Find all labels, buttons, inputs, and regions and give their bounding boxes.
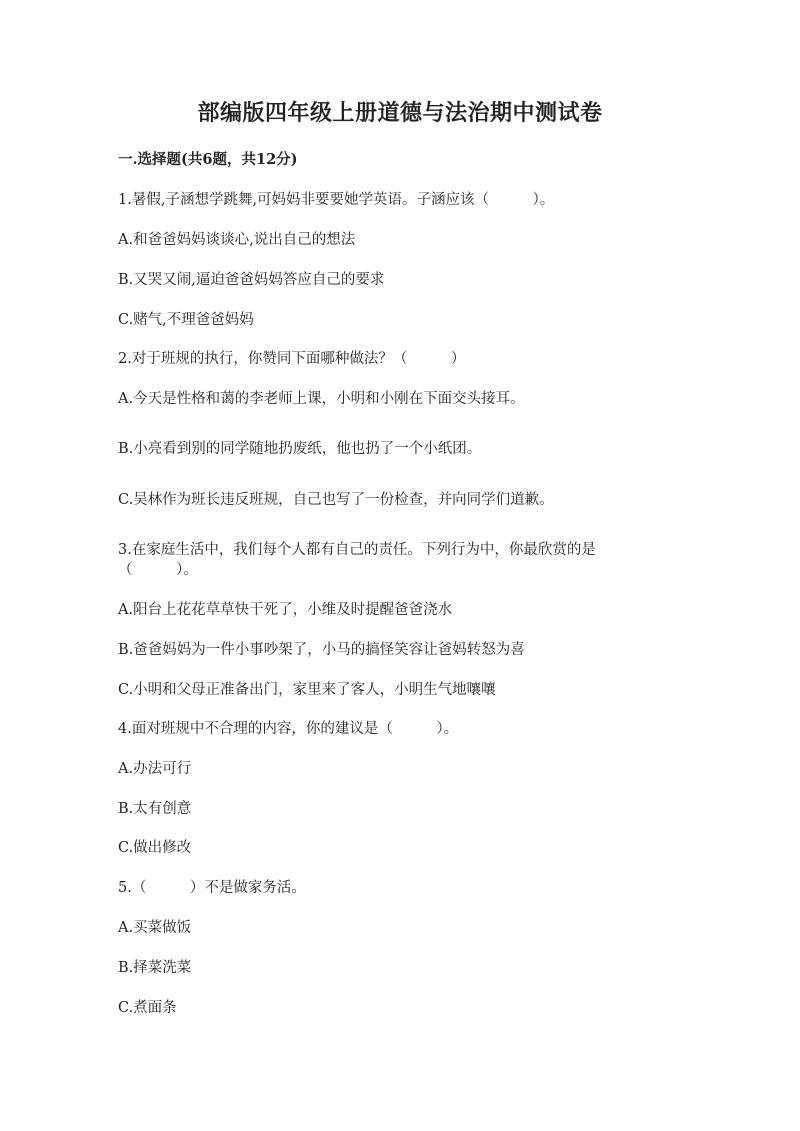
- question-4-option-a[interactable]: A.办法可行: [118, 761, 192, 777]
- question-2-stem: 2.对于班规的执行，你赞同下面哪种做法？（ ）: [118, 351, 466, 367]
- question-4-option-b[interactable]: B.太有创意: [118, 801, 192, 817]
- question-5-option-b[interactable]: B.择菜洗菜: [118, 960, 192, 976]
- question-3-option-c[interactable]: C.小明和父母正准备出门，家里来了客人，小明生气地嚷嚷: [118, 682, 496, 698]
- question-2-option-a[interactable]: A.今天是性格和蔼的李老师上课，小明和小刚在下面交头接耳。: [118, 391, 525, 407]
- question-5-option-a[interactable]: A.买菜做饭: [118, 920, 192, 936]
- question-3-stem: 3.在家庭生活中，我们每个人都有自己的责任。下列行为中，你最欣赏的是: [118, 542, 596, 558]
- question-4-option-c[interactable]: C.做出修改: [118, 840, 192, 856]
- question-1-option-c[interactable]: C.赌气,不理爸爸妈妈: [118, 312, 254, 328]
- section-heading: 一.选择题(共6题，共12分): [118, 151, 298, 168]
- question-4-stem: 4.面对班规中不合理的内容，你的建议是（ ）。: [118, 721, 459, 737]
- question-1-option-a[interactable]: A.和爸爸妈妈谈谈心,说出自己的想法: [118, 232, 356, 248]
- question-2-option-c[interactable]: C.吴林作为班长违反班规，自己也写了一份检查，并向同学们道歉。: [118, 492, 554, 508]
- page-title: 部编版四年级上册道德与法治期中测试卷: [197, 100, 603, 126]
- question-3-option-a[interactable]: A.阳台上花花草草快干死了，小维及时提醒爸爸浇水: [118, 602, 453, 618]
- question-3-stem-cont: （ ）。: [118, 562, 198, 578]
- question-5-option-c[interactable]: C.煮面条: [118, 1000, 177, 1016]
- question-2-option-b[interactable]: B.小亮看到别的同学随地扔废纸，他也扔了一个小纸团。: [118, 441, 482, 457]
- question-1-option-b[interactable]: B.又哭又闹,逼迫爸爸妈妈答应自己的要求: [118, 272, 385, 288]
- question-5-stem: 5.（ ）不是做家务活。: [118, 880, 306, 896]
- question-1-stem: 1.暑假,子涵想学跳舞,可妈妈非要要她学英语。子涵应该（ ）。: [118, 192, 555, 208]
- question-3-option-b[interactable]: B.爸爸妈妈为一件小事吵架了，小马的搞怪笑容让爸妈转怒为喜: [118, 642, 525, 658]
